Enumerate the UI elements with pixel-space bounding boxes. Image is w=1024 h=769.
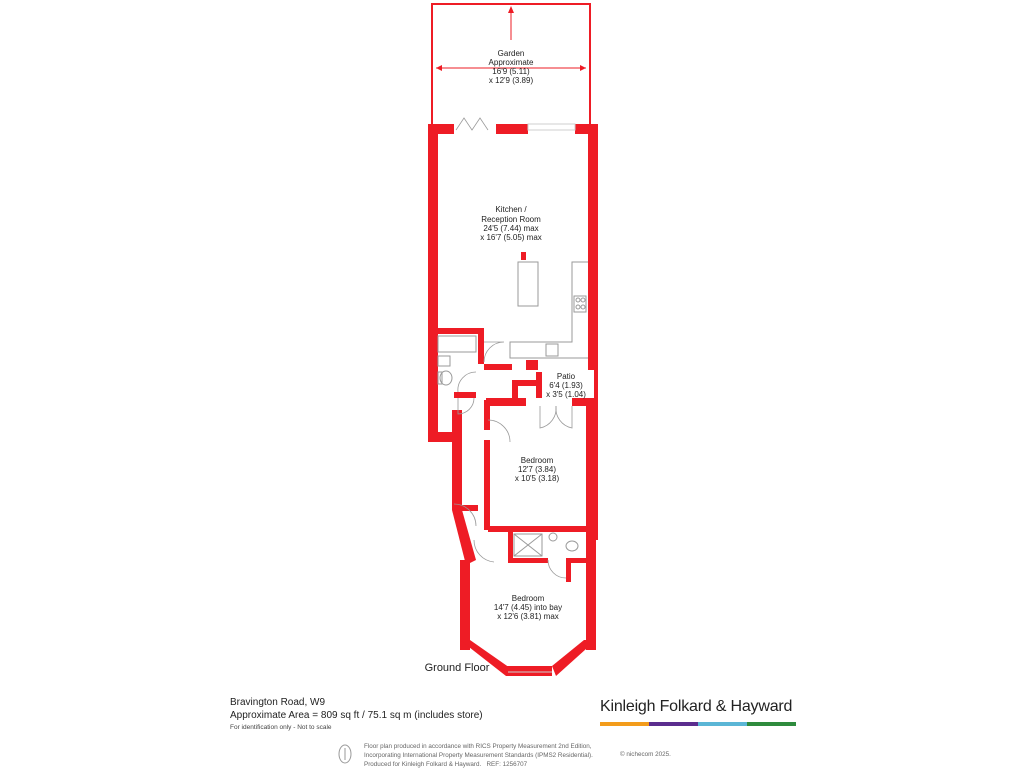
agent-brand <box>600 698 796 726</box>
bedroom1-dim2: x 10'5 (3.18) <box>514 474 560 483</box>
door-arc <box>488 420 510 442</box>
area: Approximate Area = 809 sq ft / 75.1 sq m (includes store) <box>230 710 483 721</box>
credit: © nichecom 2025. <box>620 751 671 758</box>
disclaimer-line3: Produced for Kinleigh Folkard & Hayward. <box>364 761 482 768</box>
door-arc <box>540 406 556 428</box>
garden-name: Garden <box>497 49 525 58</box>
bedroom2-dim2: x 12'6 (3.81) max <box>497 612 559 621</box>
patio-name: Patio <box>556 372 576 381</box>
kitchen-name: Kitchen / <box>495 205 527 214</box>
kitchen-line2: Reception Room <box>481 215 541 224</box>
garden-dim2: x 12'9 (3.89) <box>488 76 534 85</box>
brand-bar-segment <box>600 722 649 726</box>
brand-bar-segment <box>698 722 747 726</box>
sink <box>546 344 558 356</box>
ipms-logo-icon <box>338 744 352 764</box>
reference: REF: 1256707 <box>486 761 528 768</box>
brand-name: Kinleigh Folkard & Hayward <box>600 698 793 715</box>
bedroom1-name: Bedroom <box>520 456 554 465</box>
door-arc <box>458 372 476 392</box>
bedroom2-dim1: 14'7 (4.45) into bay <box>493 603 563 612</box>
brand-bar-segment <box>747 722 796 726</box>
brand-color-bar <box>600 722 796 726</box>
floor-label: Ground Floor <box>424 662 490 674</box>
door-arc <box>548 560 566 578</box>
patio-dim2: x 3'5 (1.04) <box>546 390 586 399</box>
disclaimer-line1: Floor plan produced in accordance with RICS Property Measurement 2nd Edition, <box>364 743 592 750</box>
bedroom2-name: Bedroom <box>511 594 545 603</box>
room-labels <box>425 49 587 674</box>
address: Bravington Road, W9 <box>230 697 326 708</box>
property-info <box>230 696 483 731</box>
garden-dim1: 16'9 (5.11) <box>492 67 530 76</box>
kitchen-island <box>518 262 538 306</box>
door-arc <box>474 540 494 562</box>
door-arc <box>484 342 504 362</box>
brand-bar-segment <box>649 722 698 726</box>
disclaimer-line2: Incorporating International Property Measurement Standards (IPMS2 Residential). <box>364 752 593 759</box>
bath <box>438 336 476 352</box>
patio-dim1: 6'4 (1.93) <box>549 381 583 390</box>
kitchen-dim2: x 16'7 (5.05) max <box>480 233 542 242</box>
door-arc <box>556 406 572 428</box>
garden-line2: Approximate <box>488 58 534 67</box>
bifold-door <box>456 118 488 130</box>
kitchen-dim1: 24'5 (7.44) max <box>483 224 539 233</box>
bedroom1-dim1: 12'7 (3.84) <box>518 465 556 474</box>
scale-note: For identification only - Not to scale <box>230 724 332 731</box>
